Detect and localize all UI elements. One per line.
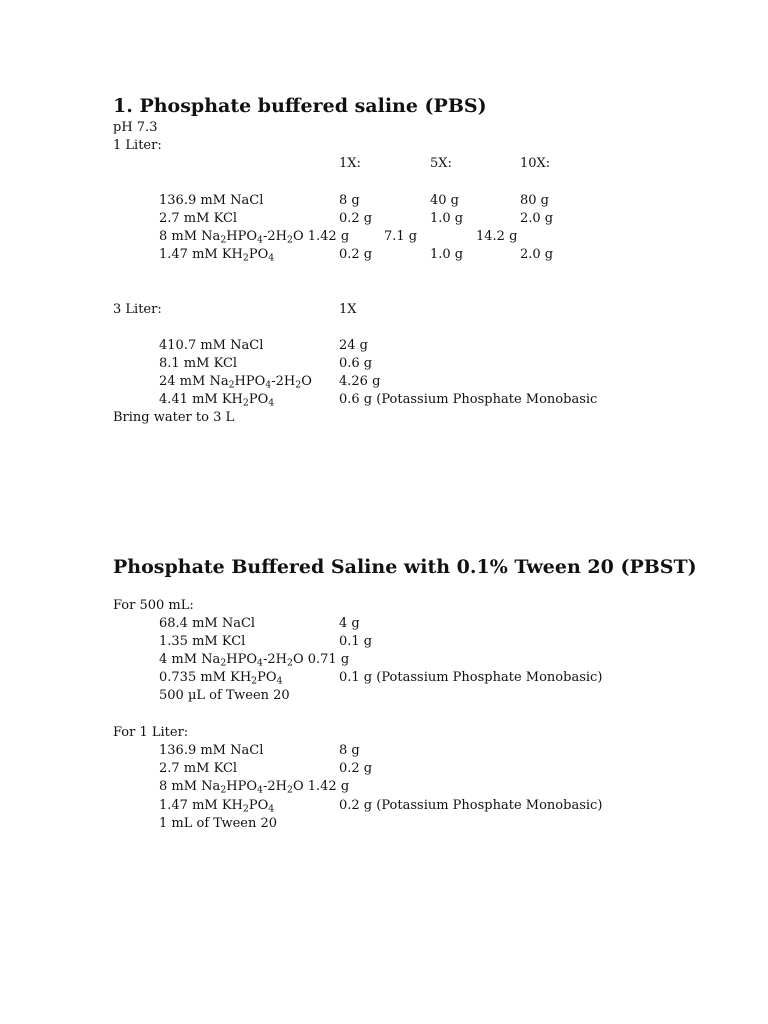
pbs-1l-header-1x: 1X: bbox=[339, 156, 361, 171]
pbs-1l-10x-amount: 2.0 g bbox=[520, 247, 554, 262]
pbst-1l-amount: 8 g bbox=[339, 743, 360, 758]
pbst-1l-amount: 0.2 g bbox=[339, 761, 373, 776]
pbs-3l-label: 3 Liter: bbox=[113, 302, 162, 317]
pbs-1l-reagent: 1.47 mM $KH_2PO_4$ bbox=[159, 247, 275, 264]
pbst-500ml-amount: 0.71 g bbox=[307, 652, 350, 667]
pbs-ph: pH 7.3 bbox=[113, 120, 158, 135]
pbs-1l-5x-amount: 1.0 g bbox=[430, 247, 464, 262]
pbs-3l-reagent: 410.7 mM NaCl bbox=[159, 338, 264, 353]
pbs-1l-header-5x: 5X: bbox=[430, 156, 452, 171]
pbs-1l-1x-amount: 8 g bbox=[339, 193, 360, 208]
pbs-3l-reagent: 4.41 mM $KH_2PO_4$ bbox=[159, 392, 275, 409]
pbst-title: Phosphate Buffered Saline with 0.1% Tween 20 (PBST) bbox=[113, 556, 697, 578]
pbs-1l-reagent: 2.7 mM KCl bbox=[159, 211, 238, 226]
pbst-500ml-reagent: 68.4 mM NaCl bbox=[159, 616, 256, 631]
pbs-1l-1x-amount: 1.42 g bbox=[307, 229, 350, 244]
pbst-1l-reagent: 2.7 mM KCl bbox=[159, 761, 238, 776]
pbst-1l-amount: 0.2 g (Potassium Phosphate Monobasic) bbox=[339, 798, 603, 813]
pbst-500ml-reagent: 1.35 mM KCl bbox=[159, 634, 246, 649]
pbst-1l-reagent: 136.9 mM NaCl bbox=[159, 743, 264, 758]
pbs-1l-5x-amount: 7.1 g bbox=[384, 229, 418, 244]
pbst-1l-label: For 1 Liter: bbox=[113, 725, 189, 740]
pbs-1l-5x-amount: 40 g bbox=[430, 193, 459, 208]
pbst-1l-reagent: 1 mL of Tween 20 bbox=[159, 816, 278, 831]
pbst-500ml-amount: 0.1 g bbox=[339, 634, 373, 649]
pbst-500ml-reagent: 0.735 mM $KH_2PO_4$ bbox=[159, 670, 283, 687]
pbs-3l-amount: 4.26 g bbox=[339, 374, 381, 389]
pbs-3l-reagent: 24 mM $Na_2HPO_4-2H_2O$ bbox=[159, 374, 312, 391]
pbst-500ml-amount: 4 g bbox=[339, 616, 360, 631]
pbst-500ml-amount: 0.1 g (Potassium Phosphate Monobasic) bbox=[339, 670, 603, 685]
pbst-500ml-label: For 500 mL: bbox=[113, 598, 194, 613]
pbs-1l-10x-amount: 14.2 g bbox=[476, 229, 518, 244]
pbs-1l-1x-amount: 0.2 g bbox=[339, 211, 373, 226]
pbs-3l-header-1x: 1X bbox=[339, 302, 357, 317]
pbst-1l-reagent: 8 mM $Na_2HPO_4-2H_2O$ 1.42 g bbox=[159, 779, 350, 796]
pbs-1l-header-10x: 10X: bbox=[520, 156, 551, 171]
pbst-1l-reagent: 1.47 mM $KH_2PO_4$ bbox=[159, 798, 275, 815]
pbs-1l-10x-amount: 2.0 g bbox=[520, 211, 554, 226]
pbs-3l-amount: 0.6 g bbox=[339, 356, 373, 371]
pbs-1l-5x-amount: 1.0 g bbox=[430, 211, 464, 226]
pbs-3l-amount: 24 g bbox=[339, 338, 368, 353]
pbs-3l-note: Bring water to 3 L bbox=[113, 410, 235, 425]
pbs-title: 1. Phosphate buffered saline (PBS) bbox=[113, 95, 487, 117]
pbs-1l-label: 1 Liter: bbox=[113, 138, 162, 153]
pbs-3l-amount: 0.6 g (Potassium Phosphate Monobasic bbox=[339, 392, 598, 407]
pbs-3l-reagent: 8.1 mM KCl bbox=[159, 356, 238, 371]
pbs-1l-10x-amount: 80 g bbox=[520, 193, 549, 208]
pbs-1l-reagent: 8 mM $Na_2HPO_4-2H_2O$ 1.42 g bbox=[159, 229, 350, 246]
pbst-500ml-reagent: 4 mM $Na_2HPO_4-2H_2O$ 0.71 g bbox=[159, 652, 350, 669]
pbst-1l-amount: 1.42 g bbox=[307, 779, 350, 794]
pbs-1l-1x-amount: 0.2 g bbox=[339, 247, 373, 262]
pbs-1l-reagent: 136.9 mM NaCl bbox=[159, 193, 264, 208]
pbst-500ml-reagent: 500 µL of Tween 20 bbox=[159, 688, 290, 703]
